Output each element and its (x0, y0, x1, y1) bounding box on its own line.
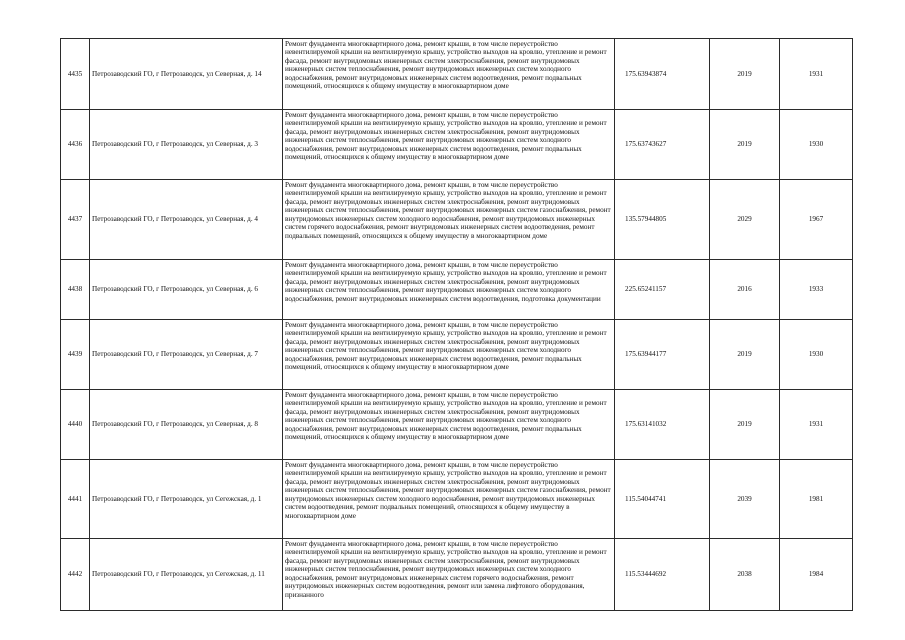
repair-year-cell: 2029 (710, 180, 780, 260)
cost-cell: 225.65241157 (615, 260, 710, 320)
repair-year-cell: 2019 (710, 110, 780, 180)
build-year-cell: 1930 (780, 320, 853, 390)
row-number: 4437 (61, 180, 90, 260)
row-number: 4435 (61, 39, 90, 110)
works-cell: Ремонт фундамента многоквартирного дома, ремонт крыши, в том числе переустройство невентилируемой крыши на вентилируемую крышу, устройство выходов на кровлю, утепление и ремонт фасада, ремонт внутридомовых инженерных систем электроснабжения, ремонт внутридомовых инженерных систем теплоснабжения, ремонт внутридомовых инженерных систем холодного водоснабжения, ремонт внутридомовых инженерных систем водоотведения, подготовка документации (283, 260, 615, 320)
cost-cell: 175.63944177 (615, 320, 710, 390)
row-number: 4442 (61, 539, 90, 611)
table-row (61, 390, 853, 460)
capital-repair-table (60, 38, 853, 611)
works-cell: Ремонт фундамента многоквартирного дома, ремонт крыши, в том числе переустройство невентилируемой крыши на вентилируемую крышу, устройство выходов на кровлю, утепление и ремонт фасада, ремонт внутридомовых инженерных систем электроснабжения, ремонт внутридомовых инженерных систем теплоснабжения, ремонт внутридомовых инженерных систем холодного водоснабжения, ремонт внутридомовых инженерных систем водоотведения, ремонт подвальных помещений, относящихся к общему имуществу в многоквартирном доме (283, 320, 615, 390)
table-row (61, 320, 853, 390)
repair-year-cell: 2016 (710, 260, 780, 320)
works-cell: Ремонт фундамента многоквартирного дома, ремонт крыши, в том числе переустройство невентилируемой крыши на вентилируемую крышу, устройство выходов на кровлю, утепление и ремонт фасада, ремонт внутридомовых инженерных систем электроснабжения, ремонт внутридомовых инженерных систем теплоснабжения, ремонт внутридомовых инженерных систем холодного водоснабжения, ремонт внутридомовых инженерных систем водоотведения, ремонт подвальных помещений, относящихся к общему имуществу в многоквартирном доме (283, 390, 615, 460)
build-year-cell: 1981 (780, 460, 853, 539)
cost-cell: 175.63943874 (615, 39, 710, 110)
row-number: 4439 (61, 320, 90, 390)
build-year-cell: 1967 (780, 180, 853, 260)
address-cell: Петрозаводский ГО, г Петрозаводск, ул Северная, д. 14 (90, 39, 283, 110)
row-number: 4438 (61, 260, 90, 320)
row-number: 4440 (61, 390, 90, 460)
row-number: 4436 (61, 110, 90, 180)
cost-cell: 115.54044741 (615, 460, 710, 539)
row-number: 4441 (61, 460, 90, 539)
address-cell: Петрозаводский ГО, г Петрозаводск, ул Северная, д. 8 (90, 390, 283, 460)
build-year-cell: 1933 (780, 260, 853, 320)
cost-cell: 175.63141032 (615, 390, 710, 460)
table-row (61, 180, 853, 260)
table-row (61, 460, 853, 539)
address-cell: Петрозаводский ГО, г Петрозаводск, ул Сегежская, д. 1 (90, 460, 283, 539)
repair-year-cell: 2019 (710, 390, 780, 460)
table-row (61, 110, 853, 180)
repair-year-cell: 2038 (710, 539, 780, 611)
build-year-cell: 1931 (780, 39, 853, 110)
works-cell: Ремонт фундамента многоквартирного дома, ремонт крыши, в том числе переустройство невентилируемой крыши на вентилируемую крышу, устройство выходов на кровлю, утепление и ремонт фасада, ремонт внутридомовых инженерных систем электроснабжения, ремонт внутридомовых инженерных систем теплоснабжения, ремонт внутридомовых инженерных систем газоснабжения, ремонт внутридомовых инженерных систем холодного водоснабжения, ремонт внутридомовых инженерных систем горячего водоснабжения, ремонт внутридомовых инженерных систем водоотведения, ремонт подвальных помещений, относящихся к общему имуществу в многоквартирном доме (283, 180, 615, 260)
repair-year-cell: 2039 (710, 460, 780, 539)
cost-cell: 175.63743627 (615, 110, 710, 180)
works-cell: Ремонт фундамента многоквартирного дома, ремонт крыши, в том числе переустройство невентилируемой крыши на вентилируемую крышу, устройство выходов на кровлю, утепление и ремонт фасада, ремонт внутридомовых инженерных систем электроснабжения, ремонт внутридомовых инженерных систем теплоснабжения, ремонт внутридомовых инженерных систем газоснабжения, ремонт внутридомовых инженерных систем холодного водоснабжения, ремонт внутридомовых инженерных систем водоотведения, ремонт подвальных помещений, относящихся к общему имуществу в многоквартирном доме (283, 460, 615, 539)
address-cell: Петрозаводский ГО, г Петрозаводск, ул Сегежская, д. 11 (90, 539, 283, 611)
works-cell: Ремонт фундамента многоквартирного дома, ремонт крыши, в том числе переустройство невентилируемой крыши на вентилируемую крышу, устройство выходов на кровлю, утепление и ремонт фасада, ремонт внутридомовых инженерных систем электроснабжения, ремонт внутридомовых инженерных систем теплоснабжения, ремонт внутридомовых инженерных систем холодного водоснабжения, ремонт внутридомовых инженерных систем водоотведения, ремонт подвальных помещений, относящихся к общему имуществу в многоквартирном доме (283, 39, 615, 110)
address-cell: Петрозаводский ГО, г Петрозаводск, ул Северная, д. 3 (90, 110, 283, 180)
repair-year-cell: 2019 (710, 39, 780, 110)
table-row (61, 260, 853, 320)
build-year-cell: 1930 (780, 110, 853, 180)
build-year-cell: 1984 (780, 539, 853, 611)
repair-year-cell: 2019 (710, 320, 780, 390)
build-year-cell: 1931 (780, 390, 853, 460)
works-cell: Ремонт фундамента многоквартирного дома, ремонт крыши, в том числе переустройство невентилируемой крыши на вентилируемую крышу, устройство выходов на кровлю, утепление и ремонт фасада, ремонт внутридомовых инженерных систем электроснабжения, ремонт внутридомовых инженерных систем теплоснабжения, ремонт внутридомовых инженерных систем холодного водоснабжения, ремонт внутридомовых инженерных систем водоотведения, ремонт подвальных помещений, относящихся к общему имуществу в многоквартирном доме (283, 110, 615, 180)
works-cell: Ремонт фундамента многоквартирного дома, ремонт крыши, в том числе переустройство невентилируемой крыши на вентилируемую крышу, устройство выходов на кровлю, утепление и ремонт фасада, ремонт внутридомовых инженерных систем электроснабжения, ремонт внутридомовых инженерных систем теплоснабжения, ремонт внутридомовых инженерных систем холодного водоснабжения, ремонт внутридомовых инженерных систем горячего водоснабжения, ремонт внутридомовых инженерных систем водоотведения, ремонт или замена лифтового оборудования, признанного (283, 539, 615, 611)
cost-cell: 135.57944805 (615, 180, 710, 260)
table-row (61, 39, 853, 110)
cost-cell: 115.53444692 (615, 539, 710, 611)
table-row (61, 539, 853, 611)
address-cell: Петрозаводский ГО, г Петрозаводск, ул Северная, д. 7 (90, 320, 283, 390)
address-cell: Петрозаводский ГО, г Петрозаводск, ул Северная, д. 6 (90, 260, 283, 320)
address-cell: Петрозаводский ГО, г Петрозаводск, ул Северная, д. 4 (90, 180, 283, 260)
